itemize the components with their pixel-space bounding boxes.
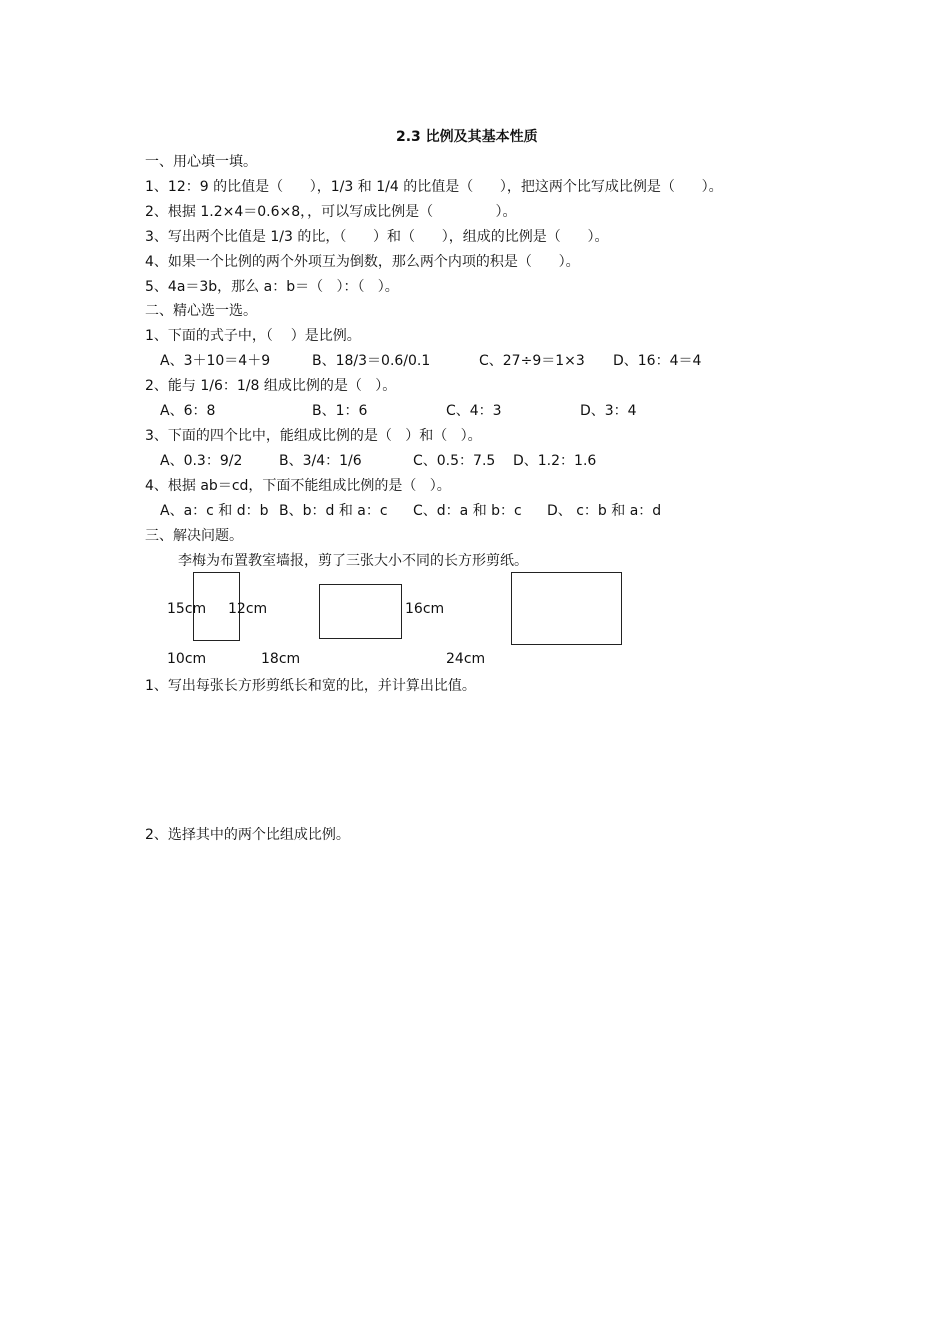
page-title: 2.3 比例及其基本性质: [396, 129, 538, 145]
option-2-2-b: B、1：6: [312, 403, 368, 419]
dimension-label: 12cm: [228, 601, 268, 617]
dimension-label: 10cm: [167, 651, 207, 667]
rectangle-medium: [319, 584, 402, 639]
option-2-4-b: B、b：d 和 a：c: [279, 503, 388, 519]
question-1-5: 5、4a＝3b，那么 a：b＝（ ）：（ ）。: [145, 279, 399, 295]
option-2-1-d: D、16：4＝4: [613, 353, 702, 369]
question-3-1: 1、写出每张长方形剪纸长和宽的比，并计算出比值。: [145, 678, 476, 694]
option-2-3-a: A、0.3：9/2: [160, 453, 243, 469]
option-2-1-b: B、18/3＝0.6/0.1: [312, 353, 431, 369]
dimension-label: 24cm: [446, 651, 486, 667]
option-2-2-a: A、6：8: [160, 403, 216, 419]
section1-heading: 一、用心填一填。: [145, 154, 257, 170]
option-2-2-d: D、3：4: [580, 403, 637, 419]
option-2-2-c: C、4：3: [446, 403, 502, 419]
question-2-4: 4、根据 ab＝cd，下面不能组成比例的是（ ）。: [145, 478, 451, 494]
option-2-3-b: B、3/4：1/6: [279, 453, 362, 469]
question-1-1: 1、12：9 的比值是（ ），1/3 和 1/4 的比值是（ ），把这两个比写成比例是（ ）。: [145, 179, 723, 195]
option-2-4-a: A、a：c 和 d：b: [160, 503, 269, 519]
question-2-1: 1、下面的式子中，（ ）是比例。: [145, 328, 361, 344]
question-1-2: 2、根据 1.2×4＝0.6×8，，可以写成比例是（ ）。: [145, 204, 517, 220]
section3-heading: 三、解决问题。: [145, 528, 243, 544]
option-2-1-a: A、3＋10＝4＋9: [160, 353, 271, 369]
dimension-label: 16cm: [405, 601, 445, 617]
question-2-3: 3、下面的四个比中，能组成比例的是（ ）和（ ）。: [145, 428, 482, 444]
option-2-1-c: C、27÷9＝1×3: [479, 353, 585, 369]
option-2-3-d: D、1.2：1.6: [513, 453, 597, 469]
option-2-4-d: D、 c：b 和 a：d: [547, 503, 662, 519]
section2-heading: 二、精心选一选。: [145, 303, 257, 319]
problem-intro: 李梅为布置教室墙报，剪了三张大小不同的长方形剪纸。: [178, 553, 528, 569]
option-2-3-c: C、0.5：7.5: [413, 453, 496, 469]
question-3-2: 2、选择其中的两个比组成比例。: [145, 827, 350, 843]
dimension-label: 15cm: [167, 601, 207, 617]
question-1-4: 4、如果一个比例的两个外项互为倒数，那么两个内项的积是（ ）。: [145, 254, 580, 270]
question-1-3: 3、写出两个比值是 1/3 的比，（ ）和（ ），组成的比例是（ ）。: [145, 229, 609, 245]
dimension-label: 18cm: [261, 651, 301, 667]
option-2-4-c: C、d：a 和 b：c: [413, 503, 522, 519]
rectangle-large: [511, 572, 622, 645]
question-2-2: 2、能与 1/6：1/8 组成比例的是（ ）。: [145, 378, 397, 394]
